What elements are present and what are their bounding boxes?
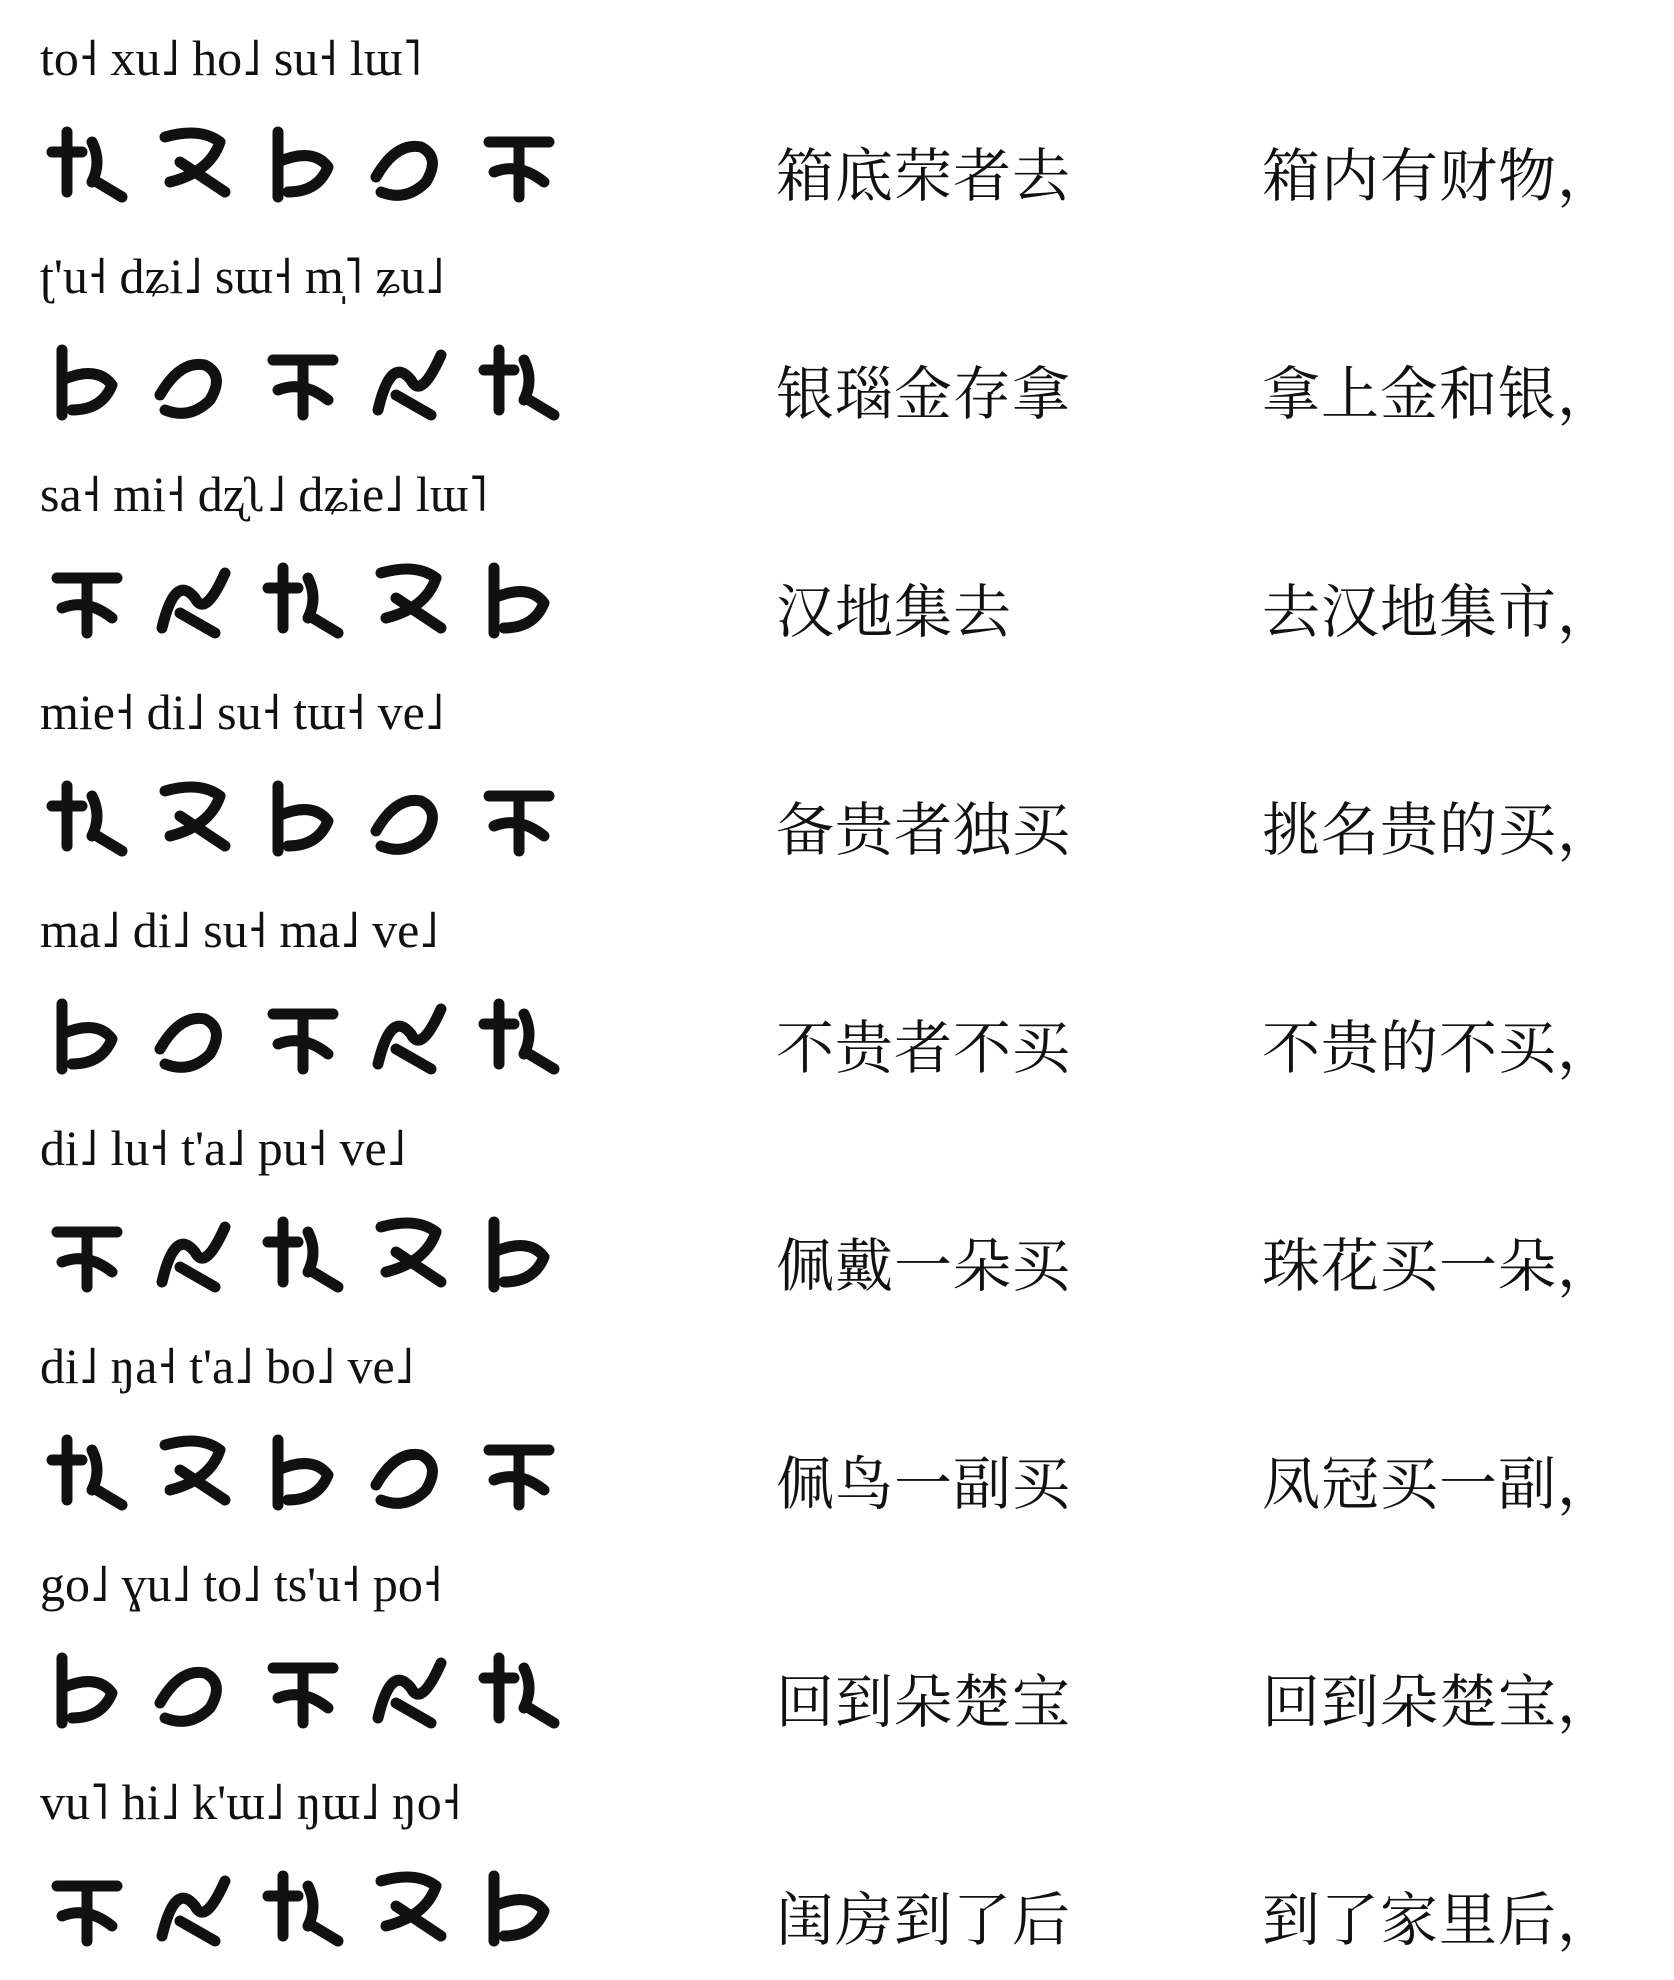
ipa-transcription: mie˧ di˩ su˧ tɯ˧ ve˩ [40,684,445,740]
script-glyph [162,573,225,633]
script-glyph [52,132,122,197]
script-glyph [489,142,549,197]
native-script-glyphs [40,1418,600,1528]
verse-line [0,1762,1674,1980]
free-translation: 不贵的不买， [1262,1014,1617,1082]
ipa-transcription: vu˥ hi˩ k'ɯ˩ ŋɯ˩ ŋo˧ [40,1774,461,1830]
literal-gloss: 佩鸟一副买 [776,1450,1072,1518]
verse-line [0,454,1674,672]
script-glyph [489,1450,549,1505]
script-glyph [376,800,432,849]
script-glyph [160,1018,216,1067]
script-glyph [376,1454,432,1503]
script-glyph [165,133,225,192]
free-translation: 挑名贵的买， [1262,796,1617,864]
free-translation: 凤冠买一副， [1262,1450,1617,1518]
script-glyph [268,1222,338,1287]
verse-line [0,1326,1674,1544]
native-script-glyphs [40,1854,600,1964]
native-script-glyphs [40,328,600,438]
literal-gloss: 银瑙金存拿 [776,360,1072,428]
script-glyph [381,569,441,628]
script-glyph [165,787,225,846]
free-translation: 到了家里后， [1262,1886,1617,1954]
script-glyph [278,132,328,197]
literal-gloss: 闺房到了后 [776,1886,1072,1954]
ipa-transcription: di˩ ŋa˧ t'a˩ bo˩ ve˩ [40,1338,414,1394]
script-glyph [273,1668,333,1723]
free-translation: 箱内有财物， [1262,142,1617,210]
ipa-transcription: di˩ lu˧ t'a˩ pu˧ ve˩ [40,1120,406,1176]
ipa-transcription: ʈ'u˧ dʑi˩ sɯ˧ m̩˥ ʑu˩ [40,248,445,304]
ipa-transcription: to˧ xu˩ ho˩ su˧ lɯ˥ [40,30,422,86]
script-glyph [273,1014,333,1069]
script-glyph [381,1877,441,1936]
native-script-glyphs [40,546,600,656]
native-script-glyphs [40,982,600,1092]
script-glyph [162,1227,225,1287]
script-glyph [376,146,432,195]
script-glyph [57,1232,117,1287]
script-glyph [378,355,441,415]
verse-line [0,18,1674,236]
ipa-transcription: go˩ ɣu˩ to˩ ts'u˧ po˧ [40,1556,442,1612]
script-glyph [52,1440,122,1505]
script-glyph [484,1658,554,1723]
free-translation: 珠花买一朵， [1262,1232,1617,1300]
script-glyph [57,1886,117,1941]
script-glyph [52,786,122,851]
script-glyph [278,1440,328,1505]
script-glyph [494,1222,544,1287]
script-glyph [484,1004,554,1069]
script-glyph [162,1881,225,1941]
script-glyph [378,1009,441,1069]
literal-gloss: 箱底荣者去 [776,142,1072,210]
literal-gloss: 不贵者不买 [776,1014,1072,1082]
script-glyph [381,1223,441,1282]
verse-line [0,236,1674,454]
native-script-glyphs [40,1636,600,1746]
verse-line [0,672,1674,890]
script-glyph [62,350,112,415]
free-translation: 回到朵楚宝， [1262,1668,1617,1736]
script-glyph [160,364,216,413]
script-glyph [165,1441,225,1500]
script-glyph [278,786,328,851]
ipa-transcription: ma˩ di˩ su˧ ma˩ ve˩ [40,902,439,958]
script-glyph [378,1663,441,1723]
verse-line [0,890,1674,1108]
native-script-glyphs [40,110,600,220]
script-glyph [273,360,333,415]
script-glyph [57,578,117,633]
script-glyph [494,568,544,633]
free-translation: 拿上金和银， [1262,360,1617,428]
literal-gloss: 佩戴一朵买 [776,1232,1072,1300]
script-glyph [268,1876,338,1941]
script-glyph [494,1876,544,1941]
literal-gloss: 回到朵楚宝 [776,1668,1072,1736]
script-glyph [268,568,338,633]
free-translation: 去汉地集市， [1262,578,1617,646]
native-script-glyphs [40,1200,600,1310]
verse-line [0,1544,1674,1762]
native-script-glyphs [40,764,600,874]
ipa-transcription: sa˧ mi˧ dʐʅ˩ dʑie˩ lɯ˥ [40,466,488,522]
script-glyph [160,1672,216,1721]
script-glyph [489,796,549,851]
script-glyph [62,1004,112,1069]
literal-gloss: 备贵者独买 [776,796,1072,864]
verse-line [0,1108,1674,1326]
script-glyph [62,1658,112,1723]
literal-gloss: 汉地集去 [776,578,1013,646]
script-glyph [484,350,554,415]
